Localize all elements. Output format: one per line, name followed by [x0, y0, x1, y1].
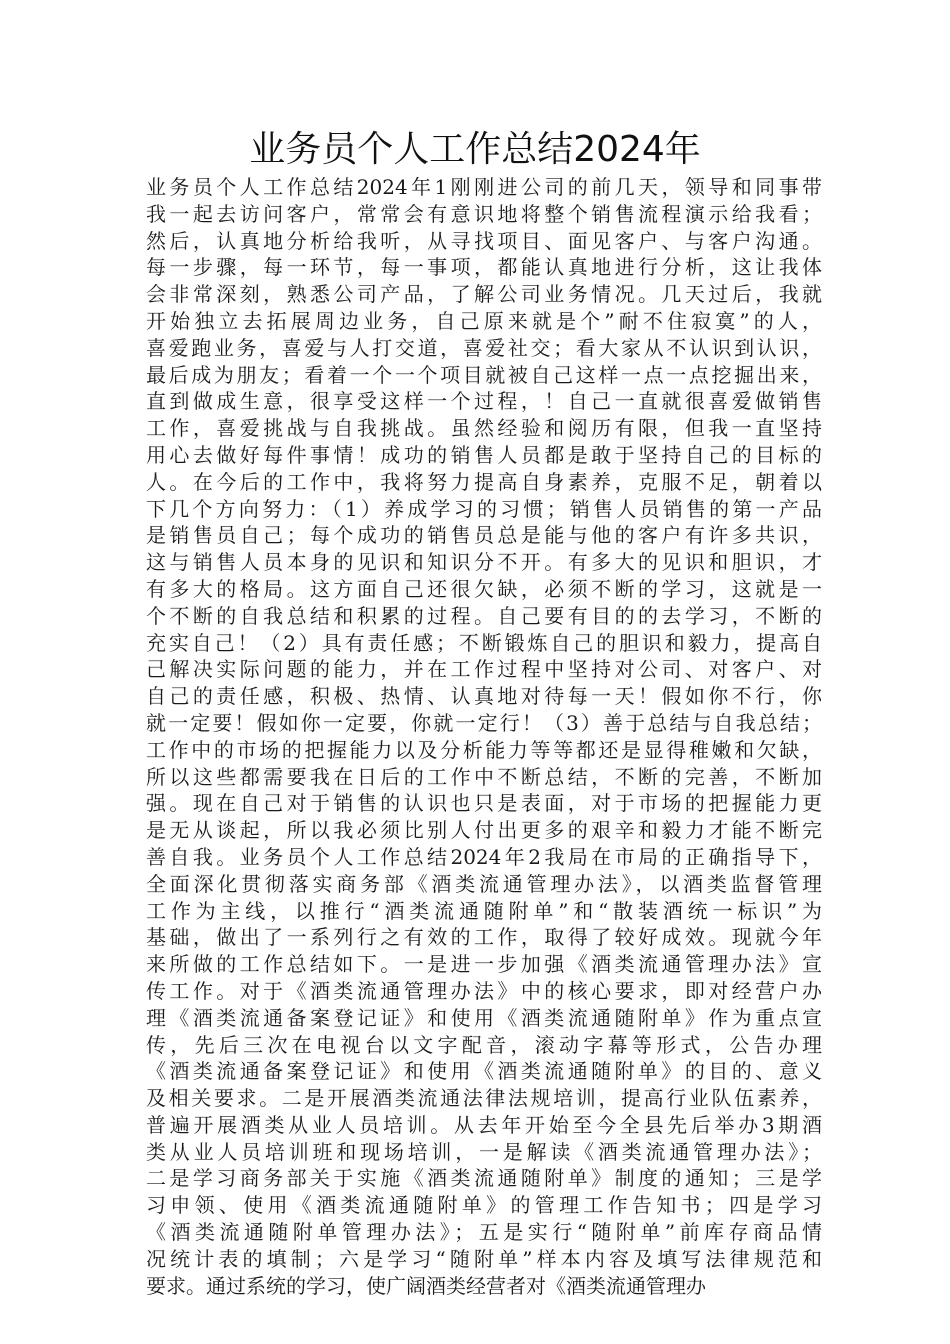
body-line: 及相关要求。二是开展酒类流通法律法规培训，提高行业队伍素养，: [146, 1086, 822, 1111]
body-line: 基础，做出了一系列行之有效的工作，取得了较好成效。现就今年: [146, 925, 822, 950]
body-line: 个不断的自我总结和积累的过程。自己要有目的的去学习，不断的: [146, 603, 822, 628]
body-line: 普遍开展酒类从业人员培训。从去年开始至今全县先后举办3期酒: [146, 1112, 822, 1137]
body-line: 《酒类流通随附单管理办法》；五是实行“随附单”前库存商品情: [146, 1220, 822, 1245]
body-line: 习申领、使用《酒类流通随附单》的管理工作告知书；四是学习: [146, 1193, 822, 1218]
document-body: [146, 174, 822, 1299]
body-line: 我一起去访问客户，常常会有意识地将整个销售流程演示给我看；: [146, 201, 822, 226]
body-line: 工作中的市场的把握能力以及分析能力等等都还是显得稚嫩和欠缺，: [146, 737, 822, 762]
body-line: 要求。通过系统的学习，使广阔酒类经营者对《酒类流通管理办: [146, 1273, 706, 1298]
body-line: 有多大的格局。这方面自己还很欠缺，必须不断的学习，这就是一: [146, 576, 822, 601]
body-line: 然后，认真地分析给我听，从寻找项目、面见客户、与客户沟通。: [146, 228, 822, 253]
body-line: 工作，喜爱挑战与自我挑战。虽然经验和阅历有限，但我一直坚持: [146, 416, 822, 441]
body-line: 所以这些都需要我在日后的工作中不断总结，不断的完善，不断加: [146, 764, 822, 789]
body-line: 况统计表的填制；六是学习“随附单”样本内容及填写法律规范和: [146, 1246, 822, 1271]
body-line: 这与销售人员本身的见识和知识分不开。有多大的见识和胆识，才: [146, 550, 822, 575]
body-line: 类从业人员培训班和现场培训，一是解读《酒类流通管理办法》；: [146, 1139, 822, 1164]
body-line: 传工作。对于《酒类流通管理办法》中的核心要求，即对经营户办: [146, 978, 822, 1003]
body-line: 喜爱跑业务，喜爱与人打交道，喜爱社交；看大家从不认识到认识，: [146, 335, 822, 360]
body-line: 《酒类流通备案登记证》和使用《酒类流通随附单》的目的、意义: [146, 1059, 822, 1084]
body-line: 下几个方向努力：（1）养成学习的习惯；销售人员销售的第一产品: [146, 496, 822, 521]
body-line: 每一步骤，每一环节，每一事项，都能认真地进行分析，这让我体: [146, 255, 822, 280]
body-line: 全面深化贯彻落实商务部《酒类流通管理办法》，以酒类监督管理: [146, 871, 822, 896]
body-line: 直到做成生意，很享受这样一个过程，！自己一直就很喜爱做销售: [146, 389, 822, 414]
body-line: 是无从谈起，所以我必须比别人付出更多的艰辛和毅力才能不断完: [146, 818, 822, 843]
body-line: 就一定要！假如你一定要，你就一定行！（3）善于总结与自我总结；: [146, 710, 822, 735]
body-line: 用心去做好每件事情！成功的销售人员都是敢于坚持自己的目标的: [146, 442, 822, 467]
body-line: 善自我。业务员个人工作总结2024年2我局在市局的正确指导下，: [146, 844, 822, 869]
body-line: 来所做的工作总结如下。一是进一步加强《酒类流通管理办法》宣: [146, 952, 822, 977]
body-line: 充实自己！（2）具有责任感；不断锻炼自己的胆识和毅力，提高自: [146, 630, 822, 655]
body-line: 会非常深刻，熟悉公司产品，了解公司业务情况。几天过后，我就: [146, 282, 822, 307]
document-title: 业务员个人工作总结2024年: [249, 129, 701, 170]
body-line: 工作为主线，以推行“酒类流通随附单”和“散装酒统一标识”为: [146, 898, 822, 923]
body-line: 己解决实际问题的能力，并在工作过程中坚持对公司、对客户、对: [146, 657, 822, 682]
body-line: 最后成为朋友；看着一个一个项目就被自己这样一点一点挖掘出来，: [146, 362, 822, 387]
body-line: 二是学习商务部关于实施《酒类流通随附单》制度的通知；三是学: [146, 1166, 822, 1191]
body-line: 传，先后三次在电视台以文字配音，滚动字幕等形式，公告办理: [146, 1032, 822, 1057]
body-line: 强。现在自己对于销售的认识也只是表面，对于市场的把握能力更: [146, 791, 822, 816]
body-line: 业务员个人工作总结2024年1刚刚进公司的前几天，领导和同事带: [146, 175, 822, 199]
body-line: 自己的责任感，积极、热情、认真地对待每一天！假如你不行，你: [146, 684, 822, 709]
body-line: 是销售员自己；每个成功的销售员总是能与他的客户有许多共识，: [146, 523, 822, 548]
body-line: 人。在今后的工作中，我将努力提高自身素养，克服不足，朝着以: [146, 469, 822, 494]
body-line: 理《酒类流通备案登记证》和使用《酒类流通随附单》作为重点宣: [146, 1005, 822, 1030]
body-line: 开始独立去拓展周边业务，自己原来就是个”耐不住寂寞”的人，: [146, 308, 822, 333]
